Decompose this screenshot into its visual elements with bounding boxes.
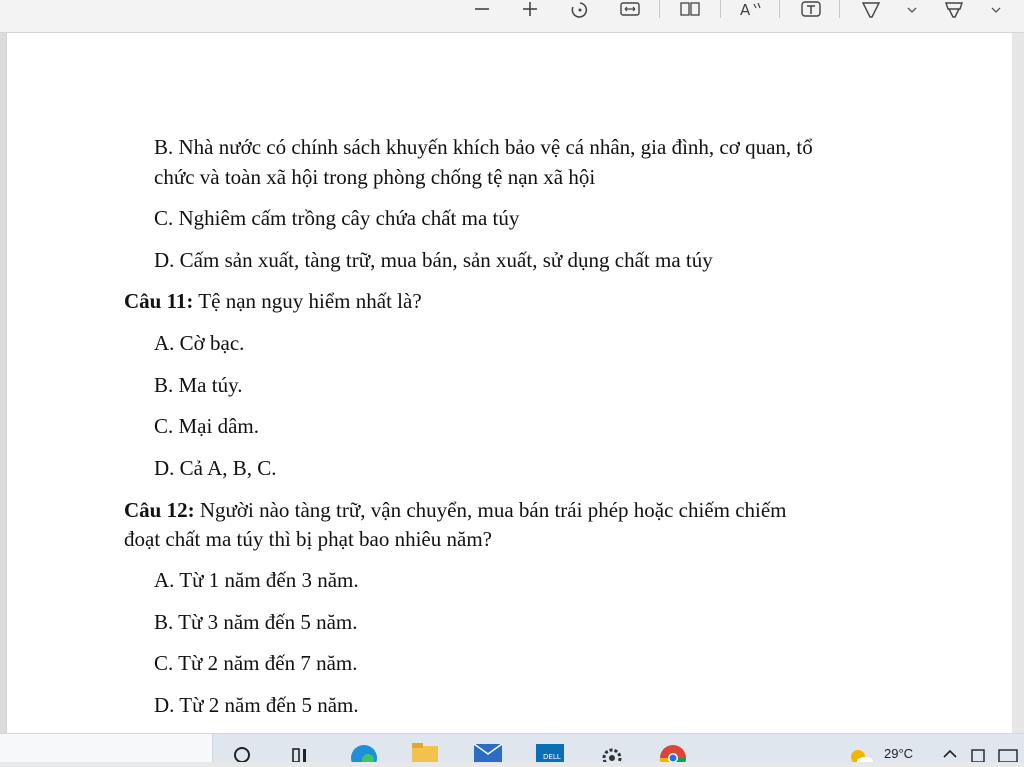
weather-temperature: 29°C <box>884 746 914 761</box>
search-icon[interactable] <box>228 738 256 762</box>
svg-text:DELL: DELL <box>543 753 561 761</box>
edge-browser-icon[interactable] <box>349 738 377 762</box>
option-line: D. Cả A, B, C. <box>154 456 277 480</box>
gear-icon[interactable] <box>598 738 626 762</box>
option-line: C. Từ 2 năm đến 7 năm. <box>154 651 358 675</box>
option-line: D. Cấm sản xuất, tàng trữ, mua bán, sản xuất, sử dụng chất ma túy <box>154 248 713 272</box>
chrome-icon[interactable] <box>658 738 686 762</box>
task-view-icon[interactable] <box>288 738 316 762</box>
fit-width-icon[interactable] <box>617 0 643 20</box>
svg-text:A: A <box>740 1 751 19</box>
option-line: chức và toàn xã hội trong phòng chống tệ nạn xã hội <box>154 165 596 189</box>
file-explorer-icon[interactable] <box>410 738 438 762</box>
option-line: C. Nghiêm cấm trồng cây chứa chất ma túy <box>154 206 520 230</box>
chevron-down-icon[interactable] <box>902 0 922 20</box>
draw-icon[interactable] <box>857 0 885 20</box>
question-line: đoạt chất ma túy thì bị phạt bao nhiêu năm? <box>124 527 492 551</box>
question-label: Câu 12: <box>124 498 195 522</box>
page-view-icon[interactable] <box>676 0 704 20</box>
option-line: D. Từ 2 năm đến 5 năm. <box>154 693 359 717</box>
keyboard-icon[interactable] <box>968 738 996 762</box>
text-box-icon[interactable] <box>797 0 825 20</box>
highlight-icon[interactable] <box>940 0 968 20</box>
option-line: B. Nhà nước có chính sách khuyến khích bảo vệ cá nhân, gia đình, cơ quan, tổ <box>154 135 813 159</box>
pdf-page <box>6 33 1013 733</box>
zoom-in-icon[interactable] <box>518 0 542 20</box>
question-11: Câu 11: Tệ nạn nguy hiểm nhất là? <box>124 289 422 313</box>
option-line: A. Cờ bạc. <box>154 331 245 355</box>
option-line: A. Từ 1 năm đến 3 năm. <box>154 568 359 592</box>
pdf-toolbar <box>0 0 1024 33</box>
dell-icon[interactable] <box>535 738 563 762</box>
chevron-up-icon[interactable] <box>940 738 968 762</box>
option-line: C. Mại dâm. <box>154 414 259 438</box>
option-line: B. Ma túy. <box>154 373 243 397</box>
zoom-out-icon[interactable] <box>470 0 494 20</box>
option-line: B. Từ 3 năm đến 5 năm. <box>154 610 358 634</box>
network-icon[interactable] <box>996 738 1024 762</box>
taskbar <box>0 733 1024 762</box>
question-12: Câu 12: Người nào tàng trữ, vận chuyển, mua bán trái phép hoặc chiếm chiếm <box>124 498 787 522</box>
chevron-down-icon[interactable] <box>986 0 1006 20</box>
document-viewer[interactable] <box>0 33 1024 733</box>
read-aloud-icon[interactable] <box>737 0 765 20</box>
search-input[interactable] <box>0 734 213 762</box>
rotate-icon[interactable] <box>567 0 593 20</box>
mail-icon[interactable] <box>472 738 500 762</box>
scrollbar[interactable] <box>1012 33 1024 733</box>
question-label: Câu 11: <box>124 289 194 313</box>
weather-icon <box>846 738 874 762</box>
